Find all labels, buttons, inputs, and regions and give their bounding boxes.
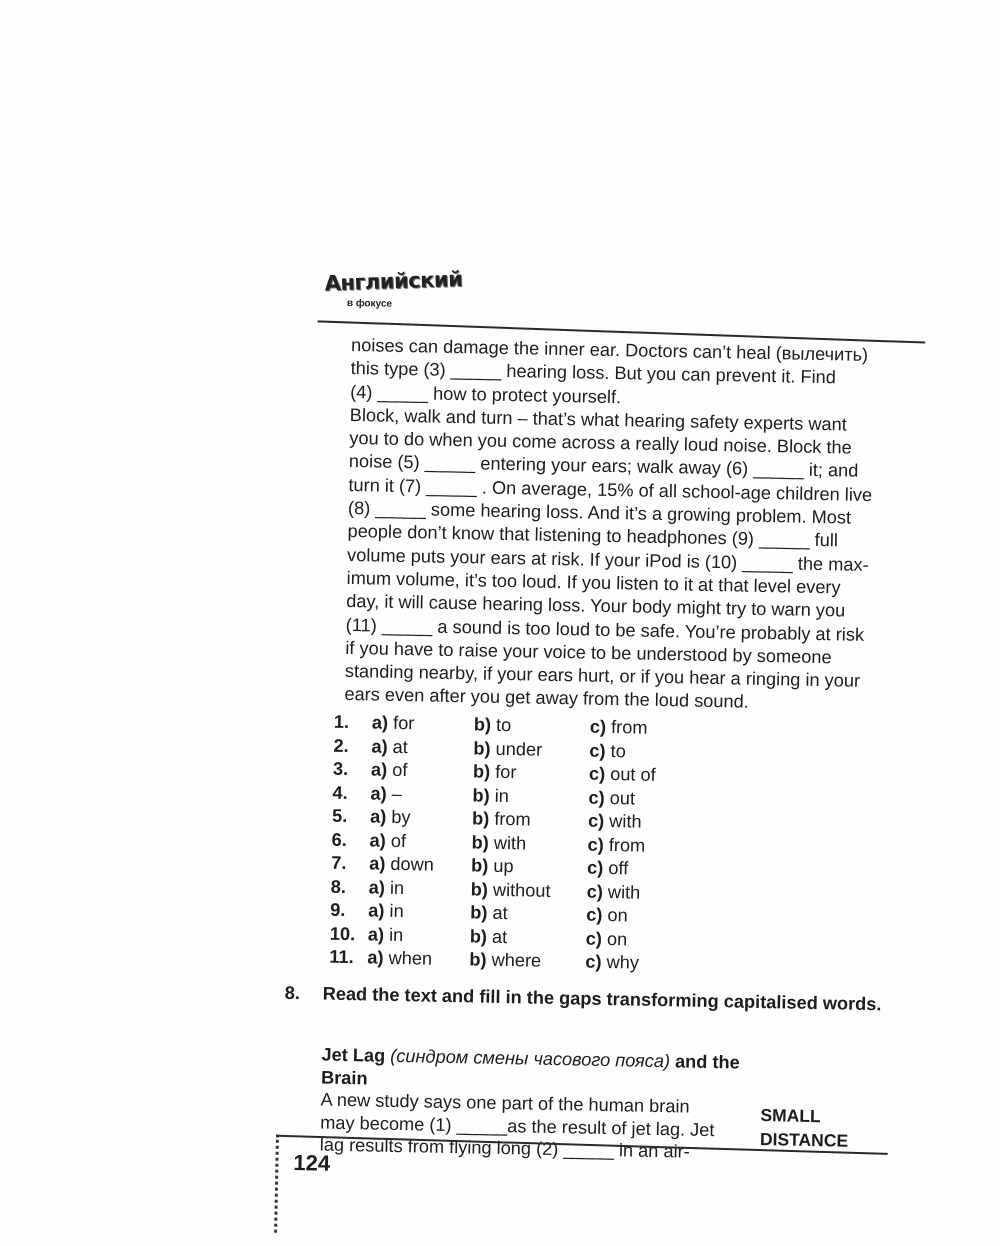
dotted-margin-line [274, 1135, 279, 1233]
option-a: a) at [371, 735, 409, 757]
logo-title: Английский [324, 266, 463, 296]
option-c: c) from [587, 834, 646, 856]
item-number: 1. [333, 711, 350, 733]
passage-line: (11) _____ a sound is too loud to be safe. You’re probably at risk [345, 614, 865, 645]
task-heading [284, 982, 905, 1015]
option-b: b) in [472, 784, 510, 806]
passage-line: if you have to raise your voice to be understood by someone [345, 637, 832, 668]
option-a: a) of [370, 759, 408, 781]
jet-lag-line: A new study says one part of the human brain [320, 1089, 690, 1117]
answer-options-table [329, 712, 674, 977]
keyword-small: SMALL [760, 1104, 821, 1127]
option-b: b) with [471, 831, 527, 853]
option-b: b) under [473, 737, 543, 760]
option-c: c) with [586, 881, 641, 903]
option-b: b) for [472, 761, 517, 783]
passage-line: volume puts your ears at risk. If your iPod is (10) _____ the max- [346, 544, 869, 575]
option-c: c) out [588, 787, 636, 809]
passage-line: people don’t know that listening to headphones (9) _____ full [347, 521, 839, 551]
option-a: a) in [368, 900, 404, 922]
option-a: a) of [369, 829, 407, 851]
jet-lag-title: Jet Lag (синдром смены часового пояса) and the Brain [320, 1044, 740, 1088]
option-c: c) to [589, 740, 627, 761]
item-number: 3. [332, 758, 349, 780]
logo-subtitle: в фокусе [346, 297, 393, 310]
option-a: a) in [367, 923, 404, 945]
passage-line: this type (3) _____ hearing loss. But you can prevent it. Find [350, 358, 837, 388]
option-b: b) from [471, 808, 531, 830]
option-b: b) up [470, 855, 514, 877]
option-c: c) from [589, 716, 648, 738]
option-c: c) why [585, 951, 640, 973]
passage-line: (8) _____ some hearing loss. And it’s a growing problem. Most [347, 498, 852, 528]
option-a: a) by [369, 806, 411, 828]
passage-line: day, it will cause hearing loss. Your body might try to warn you [346, 591, 846, 621]
page-number: 124 [293, 1150, 331, 1176]
item-number: 7. [331, 852, 347, 873]
option-c: c) on [586, 904, 628, 926]
passage-line: you to do when you come across a really loud noise. Block the [349, 428, 852, 458]
keyword-distance: DISTANCE [759, 1128, 849, 1151]
passage-line: noise (5) _____ entering your ears; walk away (6) _____ it; and [348, 451, 859, 482]
passage-line: standing nearby, if your ears hurt, or if you hear a ringing in your [344, 661, 861, 691]
item-number: 6. [331, 829, 348, 850]
item-number: 9. [330, 899, 346, 920]
item-number: 2. [333, 735, 349, 756]
passage-line: noises can damage the inner ear. Doctors can’t heal (вылечить) [350, 334, 869, 365]
option-b: b) to [473, 714, 512, 736]
passage-line: Block, walk and turn – that’s what hearing safety experts want [349, 404, 847, 435]
option-c: c) off [586, 857, 629, 879]
jet-lag-line: lag results from flying long (2) _____ in an air- [319, 1134, 690, 1162]
option-a: a) for [371, 712, 415, 734]
option-c: c) on [585, 928, 628, 949]
reading-passage [344, 334, 926, 718]
option-b: b) where [469, 949, 542, 971]
passage-line: (4) _____ how to protect yourself. [350, 381, 622, 407]
passage-line: turn it (7) _____ . On average, 15% of all school-age children live [348, 474, 873, 505]
passage-line: ears even after you get away from the loud sound. [344, 684, 749, 713]
option-b: b) without [470, 878, 551, 901]
item-number: 5. [331, 805, 348, 827]
option-a: a) down [369, 853, 435, 875]
item-number: 4. [332, 782, 348, 803]
item-number: 11. [329, 946, 354, 968]
option-a: a) in [368, 876, 405, 898]
jet-lag-line: may become (1) _____as the result of jet lag. Jet [320, 1112, 715, 1140]
option-b: b) at [470, 902, 508, 924]
option-a: a) – [370, 782, 403, 804]
option-a: a) when [367, 947, 433, 969]
option-b: b) at [469, 925, 508, 947]
option-c: c) with [587, 810, 642, 832]
passage-line: imum volume, it’s too loud. If you listen to it at that level every [346, 567, 841, 598]
item-number: 8. [330, 876, 347, 897]
item-number: 10. [329, 923, 356, 944]
task-number: 8. [284, 982, 301, 1004]
book-logo [324, 266, 463, 317]
option-c: c) out of [588, 763, 656, 785]
task-instruction: Read the text and fill in the gaps transforming capitalised words. [322, 983, 882, 1015]
